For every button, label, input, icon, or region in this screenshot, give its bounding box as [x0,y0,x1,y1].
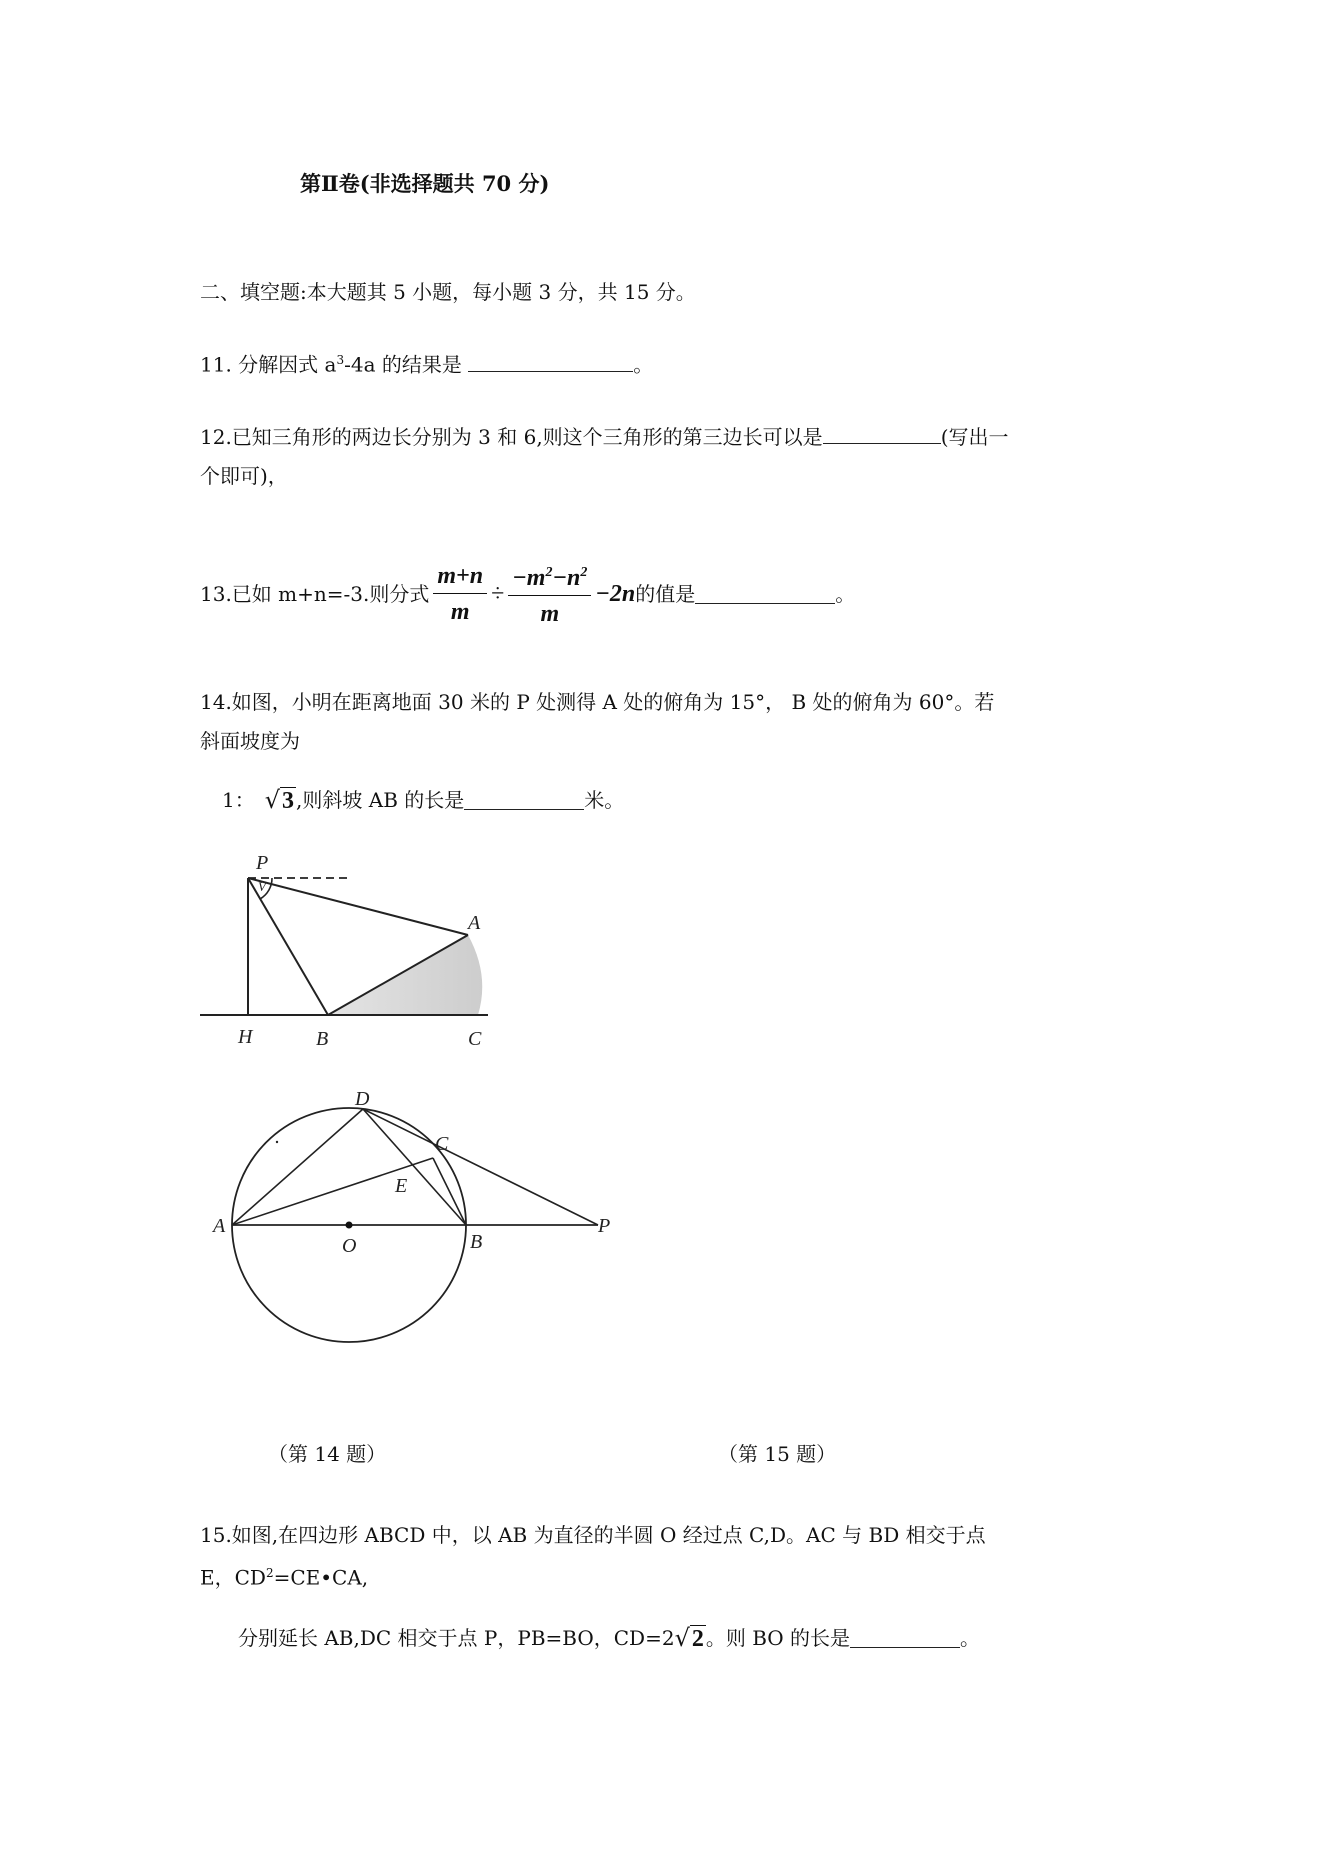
q13-tail-term: −2n [595,581,636,607]
segment-AD [232,1109,363,1225]
q13-frac1-denominator: m [450,598,470,625]
label-C: C [468,1028,482,1050]
question-15-line1: 15.如图,在四边形 ABCD 中，以 AB 为直径的半圆 O 经过点 C,D。AC 与 BD 相交于点 [200,1523,986,1547]
label-A: A [213,1215,226,1237]
q13-frac2-numerator: $-m^2-n^2$ [508,558,591,596]
q13-end: 。 [835,582,856,606]
q13-answer-blank[interactable] [695,585,835,604]
label-A: A [468,912,481,934]
q13-prefix: 13.已如 m+n=-3.则分式 [200,582,430,606]
arc-mark [276,1141,278,1143]
q15-exponent: 2 [265,1566,274,1580]
q11-suffix: -4a 的结果是 [344,352,469,377]
q13-fraction-1 [433,561,487,628]
q12-line1: 12.已知三角形的两边长分别为 3 和 6,则这个三角形的第三边长可以是 [200,425,823,449]
q11-end: 。 [633,352,654,377]
q14-ratio-prefix: 1： [222,788,255,812]
q13-fraction-2 [508,558,591,630]
q13-frac2-denominator: m [540,601,560,627]
q15-line3-prefix: 分别延长 AB,DC 相交于点 P，PB=BO，CD=2 [238,1626,675,1650]
question-15-line3 [238,1624,980,1652]
label-H: H [238,1026,253,1048]
question-14-line3 [222,786,624,814]
q15-end: 。 [960,1626,981,1650]
label-P: P [598,1215,611,1237]
radical-icon: √ [674,1624,690,1652]
center-point [346,1222,353,1229]
q15-answer-blank[interactable] [850,1629,960,1648]
slope-shaded-region [328,935,482,1015]
angle-mark: V [258,879,266,894]
q15-line2-suffix: =CE•CA, [273,1565,369,1590]
q13-suffix: 的值是 [635,582,696,606]
question-11 [200,346,653,379]
q13-division-sign: ÷ [491,581,505,607]
q15-line2-prefix: E，CD [200,1565,266,1590]
segment-PA [248,878,468,935]
figure-14 [200,845,495,1060]
label-B: B [316,1028,329,1050]
q14-radicand: 3 [282,788,295,814]
q13-frac1-numerator: m+n [433,561,487,594]
caption-figure-15: （第 15 题） [718,1442,837,1466]
label-B: B [470,1231,483,1253]
question-14-line2: 斜面坡度为 [200,729,300,753]
question-14-line1: 14.如图，小明在距离地面 30 米的 P 处测得 A 处的俯角为 15°， B 处的俯角为 60°。若 [200,690,995,714]
q12-answer-blank[interactable] [823,425,941,444]
label-P: P [256,852,269,874]
q15-radicand: 2 [691,1626,704,1652]
radical-icon: √ [264,786,281,814]
segment-DP [363,1109,598,1225]
label-O: O [342,1235,357,1257]
section-title: 第Ⅱ卷(非选择题共 70 分) [300,171,550,196]
q15-sqrt [675,1624,706,1652]
q11-exponent: 3 [336,353,345,367]
label-C: C [435,1133,449,1155]
question-15-line2 [200,1559,368,1592]
q11-prefix: 11. 分解因式 a [200,352,337,377]
q12-line1-end: (写出一 [940,425,1009,449]
label-E: E [395,1175,408,1197]
question-12-line1 [200,423,1009,451]
q14-answer-blank[interactable] [464,791,584,810]
question-12-line2: 个即可)， [200,464,288,488]
caption-figure-14: （第 14 题） [268,1442,387,1466]
part-heading: 二、填空题:本大题其 5 小题，每小题 3 分，共 15 分。 [200,280,696,304]
q11-answer-blank[interactable] [468,353,633,372]
q15-line3-suffix: 。则 BO 的长是 [705,1626,851,1650]
figure-15 [205,1085,625,1355]
question-13 [200,558,855,630]
q14-suffix: ,则斜坡 AB 的长是 [296,788,465,812]
q14-end: 米。 [584,788,625,812]
label-D: D [355,1088,370,1110]
q14-sqrt [265,786,296,814]
